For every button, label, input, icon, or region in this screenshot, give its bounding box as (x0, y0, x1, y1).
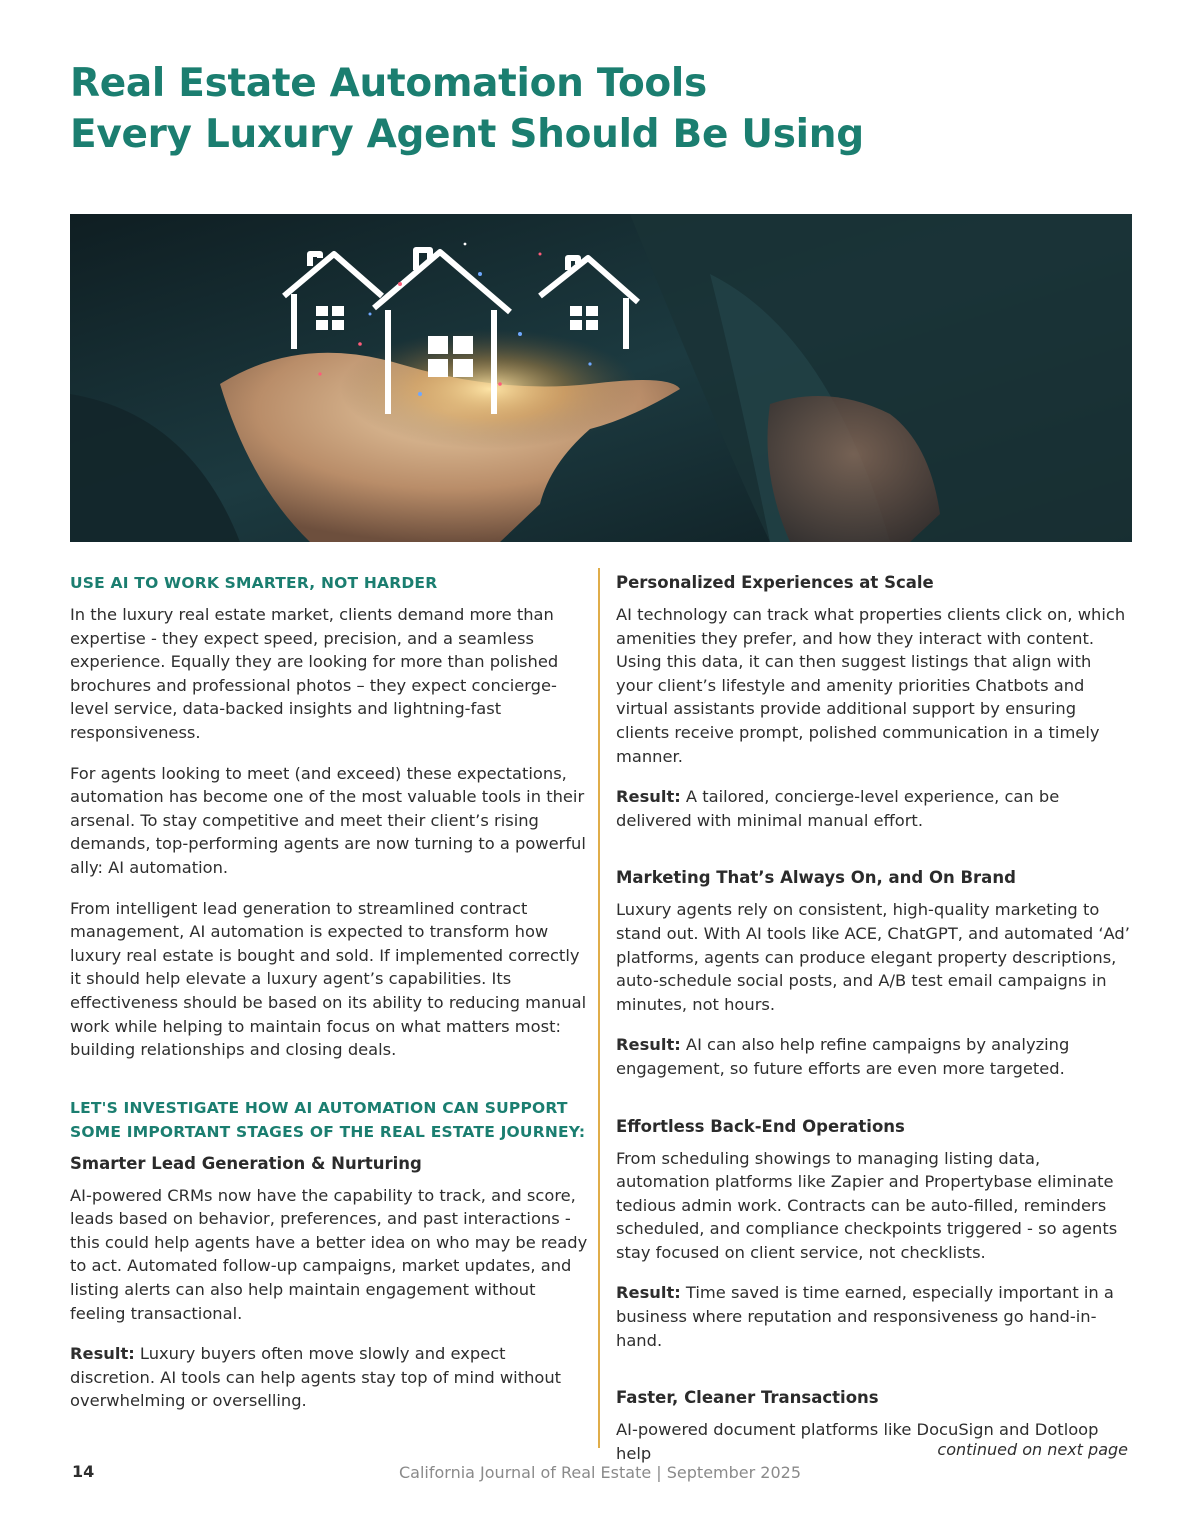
result-label: Result: (616, 1035, 681, 1055)
paragraph: Luxury agents rely on consistent, high-quality marketing to stand out. With AI tools like ACE, ChatGPT, and automated ‘Ad’ platforms, agents can produce elegant property descriptions, auto-schedule social posts, and A/B test email campaigns in minutes, not hours. (616, 900, 1130, 1014)
result-paragraph (70, 1342, 592, 1413)
paragraph: From scheduling showings to managing listing data, automation platforms like Zapier and Propertybase eliminate tedious admin work. Contracts can be auto-filled, reminders scheduled, and compliance checkpoints triggered - so agents stay focused on client service, not checklists. (616, 1148, 1118, 1262)
result-label: Result: (70, 1344, 135, 1364)
result-label: Result: (616, 1283, 681, 1303)
subheading: Marketing That’s Always On, and On Brand (616, 868, 1016, 888)
continued-note: continued on next page (937, 1440, 1128, 1459)
result-text: AI can also help refine campaigns by analyzing engagement, so future efforts are even more targeted. (616, 1035, 1070, 1078)
title-line-1: Real Estate Automation Tools (70, 61, 707, 106)
result-text: A tailored, concierge-level experience, can be delivered with minimal manual effort. (616, 787, 1060, 830)
section-heading: USE AI TO WORK SMARTER, NOT HARDER (70, 574, 438, 592)
subheading: Faster, Cleaner Transactions (616, 1388, 879, 1408)
paragraph: For agents looking to meet (and exceed) these expectations, automation has become one of the most valuable tools in their arsenal. To stay competitive and meet their client’s rising demands, top-performing agents are now turning to a powerful ally: AI automation. (70, 763, 586, 877)
footer-publication (0, 1463, 1200, 1482)
paragraph: AI technology can track what properties clients click on, which amenities they prefer, and how they interact with content. Using this data, it can then suggest listings that align with your client’s lifestyle and amenity priorities Chatbots and virtual assistants provide additional support by ensuring clients receive prompt, polished communication in a timely manner. (616, 605, 1126, 766)
paragraph: In the luxury real estate market, clients demand more than expertise - they expect speed, precision, and a seamless experience. Equally they are looking for more than polished brochures and professional photos – they expect concierge-level service, data-backed insights and lightning-fast responsiveness. (70, 605, 559, 742)
subheading: Smarter Lead Generation & Nurturing (70, 1153, 422, 1173)
hero-image (70, 214, 1132, 542)
column-divider (598, 568, 600, 1448)
result-text: Luxury buyers often move slowly and expect discretion. AI tools can help agents stay top of mind without overwhelming or overselling. (70, 1344, 562, 1411)
publication-text: California Journal of Real Estate | September 2025 (398, 1463, 801, 1482)
result-label: Result: (616, 787, 681, 807)
paragraph: AI-powered CRMs now have the capability to track, and score, leads based on behavior, preferences, and past interactions - this could help agents have a better idea on who may be ready to act. Automated follow-up campaigns, market updates, and listing alerts can also help maintain engagement without feeling transactional. (70, 1185, 588, 1323)
subheading: Effortless Back-End Operations (616, 1116, 905, 1136)
result-paragraph (616, 1281, 1132, 1352)
left-column (70, 571, 592, 1413)
result-text: Time saved is time earned, especially important in a business where reputation and responsiveness go hand-in-hand. (616, 1283, 1114, 1350)
result-paragraph (616, 1033, 1132, 1080)
paragraph: AI-powered document platforms like DocuSign and Dotloop help (616, 1420, 1099, 1463)
right-column (616, 571, 1132, 1465)
subheading: Personalized Experiences at Scale (616, 573, 934, 592)
result-paragraph (616, 785, 1132, 832)
title-line-2: Every Luxury Agent Should Be Using (70, 112, 864, 157)
section-heading: LET'S INVESTIGATE HOW AI AUTOMATION CAN SUPPORT SOME IMPORTANT STAGES OF THE REAL ESTATE JOURNEY: (70, 1098, 586, 1141)
paragraph: From intelligent lead generation to streamlined contract management, AI automation is expected to transform how luxury real estate is bought and sold. If implemented correctly it should help elevate a luxury agent’s capabilities. Its effectiveness should be based on its ability to reducing manual work while helping to maintain focus on what matters most: building relationships and closing deals. (70, 898, 587, 1060)
page-number: 14 (72, 1462, 95, 1481)
article-title (70, 58, 864, 160)
